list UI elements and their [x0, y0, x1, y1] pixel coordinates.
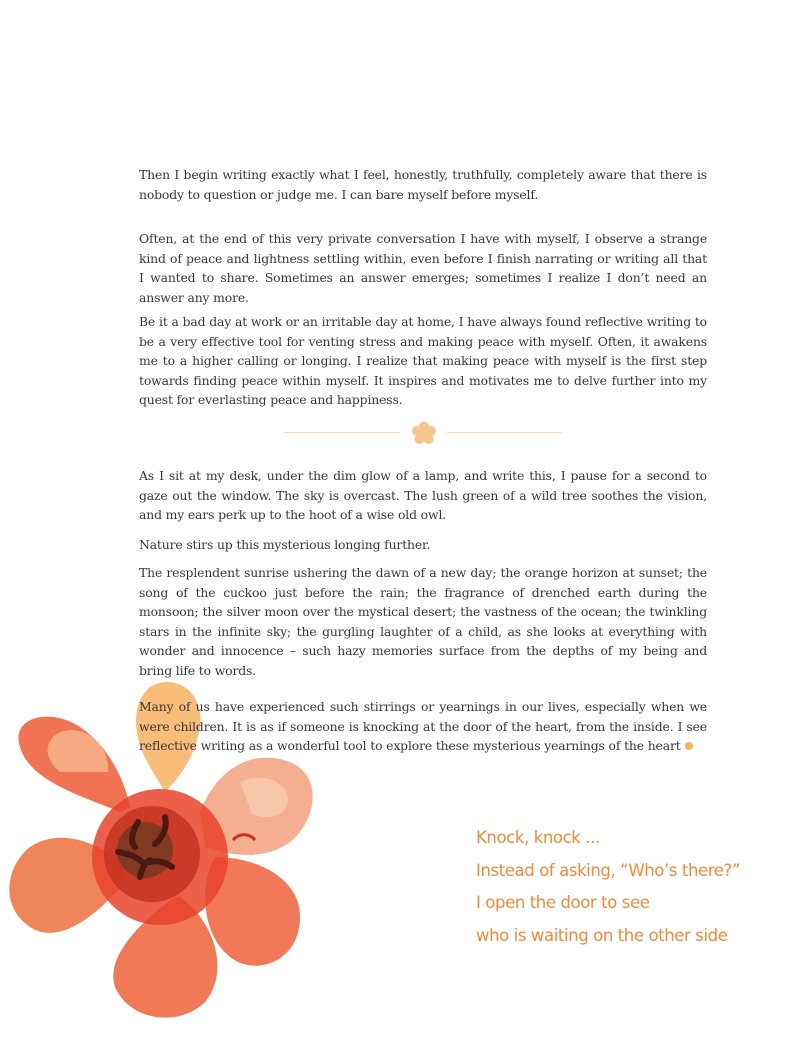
section-divider	[284, 421, 564, 445]
paragraph: Often, at the end of this very private conversation I have with myself, I observe a strange kind of peace and lightness settling within, even before I finish narrating or writing all that I wanted to share. Sometimes an answer emerges; sometimes I realize I don’t need an answer any more.	[139, 231, 707, 305]
poem-line: who is waiting on the other side	[476, 925, 728, 945]
divider-line-right	[447, 432, 562, 433]
paragraph: The resplendent sunrise ushering the dawn of a new day; the orange horizon at sunset; the song of the cuckoo just before the rain; the fragrance of drenched earth during the monsoon; the silver moon over the mystical desert; the vastness of the ocean; the twinkling stars in the infinite sky; the gurgling laughter of a child, as she looks at everything with wonder and innocence – such hazy memories surface from the depths of my being and bring life to words.	[139, 565, 707, 678]
closing-paragraph	[139, 697, 707, 756]
paragraph: Then I begin writing exactly what I feel, honestly, truthfully, completely aware that there is nobody to question or judge me. I can bare myself before myself.	[139, 167, 707, 202]
poem-line: Knock, knock ...	[476, 828, 600, 847]
dot-icon	[685, 742, 693, 750]
paragraph: Be it a bad day at work or an irritable day at home, I have always found reflective writing to be a very effective tool for venting stress and making peace with myself. Often, it awakens me to a higher calling or longing. I realize that making peace with myself is the first step towards finding peace within myself. It inspires and motivates me to delve further into my quest for everlasting peace and happiness.	[139, 314, 707, 407]
poem-line: Instead of asking, “Who’s there?”	[476, 860, 741, 880]
poem	[476, 822, 776, 952]
paragraph: As I sit at my desk, under the dim glow of a lamp, and write this, I pause for a second to gaze out the window. The sky is overcast. The lush green of a wild tree soothes the vision, and my ears perk up to the hoot of a wise old owl.	[139, 468, 707, 522]
closing-paragraph-text: Many of us have experienced such stirrings or yearnings in our lives, especially when we were children. It is as if someone is knocking at the door of the heart, from the inside. I see reflective writing as a wonderful tool to explore these mysterious yearnings of the heart	[139, 699, 707, 753]
flower-icon	[411, 421, 437, 445]
paragraph: Nature stirs up this mysterious longing further.	[139, 537, 431, 552]
poem-line: I open the door to see	[476, 893, 650, 912]
divider-line-left	[284, 432, 400, 433]
